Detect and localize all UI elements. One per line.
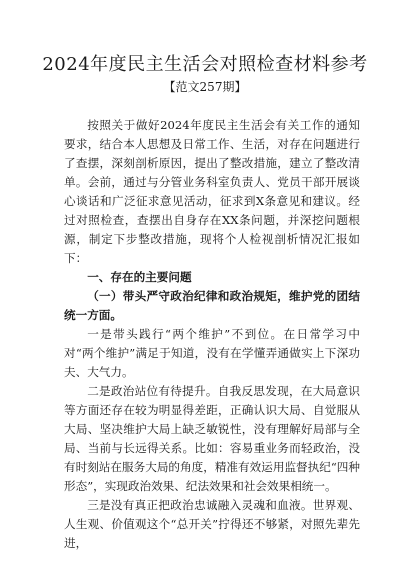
document-body [64, 116, 360, 553]
intro-paragraph: 按照关于做好2024年度民主生活会有关工作的通知要求，结合本人思想及日常工作、生活，对存在问题进行了查摆，深刻剖析原因，提出了整改措施，建立了整改清单。会前，通过与分管业务科室负责人、党员干部开展谈心谈话和广泛征求意见活动，征求到X条意见和建议。经过对照检查，查摆出自身存在XX条问题，并深挖问题根源，制定下步整改措施，现将个人检视剖析情况汇报如下： [64, 118, 360, 265]
document-title: 2024年度民主生活会对照检查材料参考 [42, 54, 368, 75]
issue-paragraph-2: 二是政治站位有待提升。自我反思发现，在大局意识等方面还存在较为明显得差距，正确认识大局、自觉服从大局、坚决维护大局上缺乏敏锐性，没有理解好局部与全局、当前与长远得关系。比如：容易重业务而轻政治，没有时刻站在服务大局的角度，精准有效运用监督执纪“四种形态”，实现政治效果、纪法效果和社会效果相统一。 [64, 384, 360, 493]
document-subtitle: 【范文257期】 [163, 80, 247, 94]
issue-paragraph-1: 一是带头践行“两个维护”不到位。在日常学习中对“两个维护”满足于知道，没有在学懂弄通做实上下深功夫、大气力。 [64, 327, 360, 379]
subsection-heading: （一）带头严守政治纪律和政治规矩，维护党的团结统一方面。 [64, 289, 360, 322]
issue-paragraph-3: 三是没有真正把政治忠诚融入灵魂和血液。世界观、人生观、价值观这个“总开关”拧得还不够紧，对照先辈先进， [64, 498, 360, 550]
section-heading: 一、存在的主要问题 [87, 270, 192, 284]
